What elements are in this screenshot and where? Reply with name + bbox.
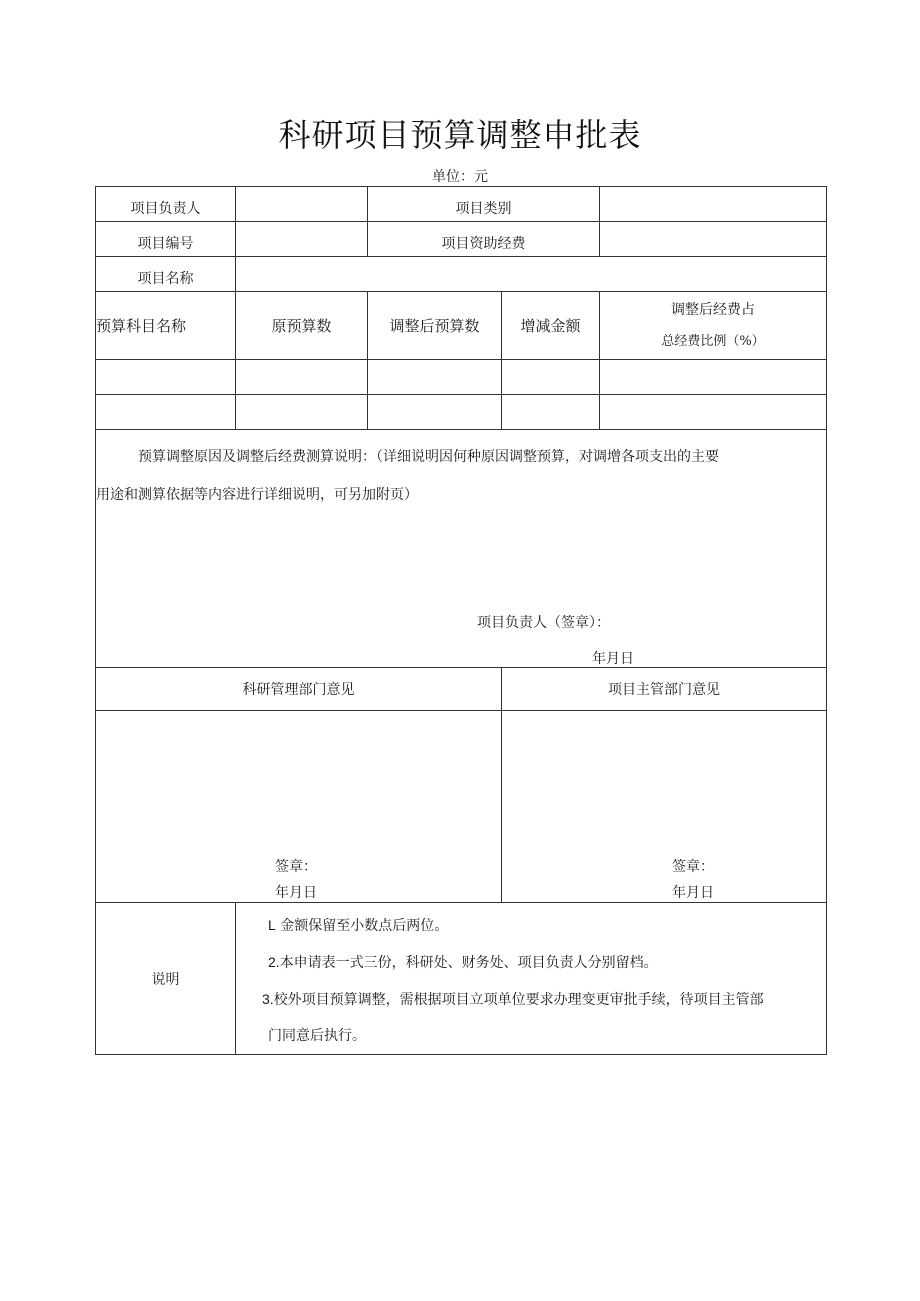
research-dept-opinion-field[interactable] [96,711,502,903]
note-item-continued: 门同意后执行。 [268,1028,366,1044]
note-number: 3. [262,991,274,1007]
budget-cell[interactable] [368,395,502,430]
supervisor-seal-date: 年月日 [672,885,714,901]
note-text: 金额保留至小数点后两位。 [280,918,449,934]
research-seal-date: 年月日 [275,885,317,901]
note-number: L [268,917,276,933]
note-item [262,981,826,1018]
research-seal-label: 签章： [275,859,317,875]
unit-label: 单位：元 [432,169,488,185]
row-name [96,257,827,292]
leader-label: 项目负责人 [96,187,236,222]
budget-cell[interactable] [600,360,827,395]
research-dept-opinion-header: 科研管理部门意见 [96,668,502,711]
name-field[interactable] [236,257,827,292]
col-original-header: 原预算数 [236,292,368,360]
budget-row [96,360,827,395]
name-label: 项目名称 [96,257,236,292]
notes-content [236,903,827,1055]
leader-signature-date: 年月日 [592,651,634,667]
note-text: 校外项目预算调整，需根据项目立项单位要求办理变更审批手续，待项目主管部 [273,992,764,1008]
supervisor-dept-opinion-header: 项目主管部门意见 [502,668,827,711]
col-adjusted-header: 调整后预算数 [368,292,502,360]
opinion-header-row [96,668,827,711]
row-leader-category [96,187,827,222]
note-item [268,907,826,944]
funding-field[interactable] [600,222,827,257]
note-text: 本申请表一式三份，科研处、财务处、项目负责人分别留档。 [279,955,658,971]
budget-cell[interactable] [96,395,236,430]
col-subject-header: 预算科目名称 [96,292,236,360]
budget-cell[interactable] [236,395,368,430]
page-title: 科研项目预算调整申批表 [278,116,642,154]
notes-list [236,903,826,1054]
notes-label: 说明 [96,903,236,1055]
budget-cell[interactable] [368,360,502,395]
note-item [268,944,826,981]
reason-line-2: 用途和测算依据等内容进行详细说明，可另加附页） [96,487,418,503]
leader-field[interactable] [236,187,368,222]
number-label: 项目编号 [96,222,236,257]
reason-instructions [96,438,818,514]
budget-header-row [96,292,827,360]
budget-cell[interactable] [236,360,368,395]
leader-signature-label: 项目负责人（签章）： [477,615,610,631]
funding-label: 项目资助经费 [368,222,600,257]
ratio-line-1: 调整后经费占 [671,301,755,318]
budget-cell[interactable] [600,395,827,430]
ratio-line-2: 总经费比例（%） [661,333,765,349]
opinion-row [96,711,827,903]
reason-line-1: 预算调整原因及调整后经费测算说明：（详细说明因何种原因调整预算，对调增各项支出的主要 [138,449,719,465]
category-label: 项目类别 [368,187,600,222]
note-number: 2. [268,954,280,970]
budget-row [96,395,827,430]
supervisor-seal-label: 签章： [672,859,714,875]
budget-cell[interactable] [502,360,600,395]
reason-cell[interactable] [96,430,827,668]
budget-cell[interactable] [96,360,236,395]
reason-row [96,430,827,668]
col-change-header: 增减金额 [502,292,600,360]
category-field[interactable] [600,187,827,222]
row-number-funding [96,222,827,257]
supervisor-dept-opinion-field[interactable] [502,711,827,903]
approval-form-table [95,186,827,1055]
budget-cell[interactable] [502,395,600,430]
notes-row [96,903,827,1055]
number-field[interactable] [236,222,368,257]
col-ratio-header [600,292,827,360]
